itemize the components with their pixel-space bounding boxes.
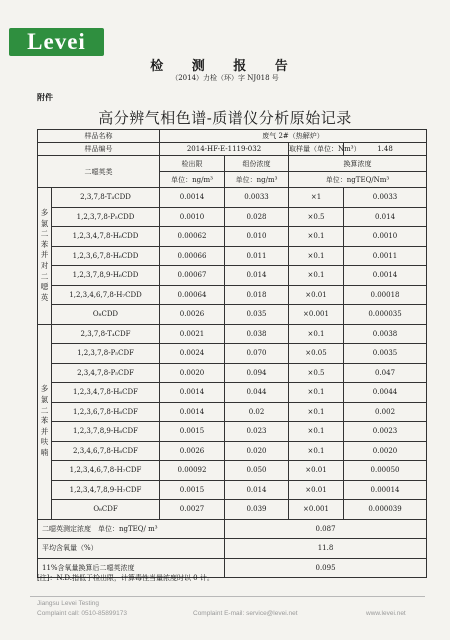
teq-cell: 0.014 bbox=[344, 207, 427, 227]
concentration-cell: 0.014 bbox=[225, 266, 289, 286]
levei-logo: Levei bbox=[9, 28, 104, 56]
concentration-cell: 0.070 bbox=[225, 344, 289, 364]
tef-cell: ×0.01 bbox=[289, 461, 344, 481]
teq-cell: 0.047 bbox=[344, 363, 427, 383]
compound-name: 1,2,3,7,8,9-H₆CDD bbox=[52, 266, 160, 286]
tef-cell: ×0.1 bbox=[289, 266, 344, 286]
detection-limit-cell: 0.0015 bbox=[160, 422, 225, 442]
table-row bbox=[38, 363, 427, 383]
compound-name: 1,2,3,4,7,8-H₆CDF bbox=[52, 383, 160, 403]
tef-cell: ×0.5 bbox=[289, 363, 344, 383]
total-concentration-value: 0.087 bbox=[225, 519, 427, 539]
teq-cell: 0.0033 bbox=[344, 188, 427, 208]
dioxin-header: 二噁英类 bbox=[38, 156, 160, 188]
tef-cell: ×0.1 bbox=[289, 422, 344, 442]
main-title: 高分辨气相色谱-质谱仪分析原始记录 bbox=[98, 109, 352, 127]
teq-cell: 0.00014 bbox=[344, 480, 427, 500]
table-row bbox=[38, 344, 427, 364]
sample-name-row bbox=[38, 130, 427, 143]
table-row bbox=[38, 246, 427, 266]
tef-cell: ×0.01 bbox=[289, 480, 344, 500]
table-row bbox=[38, 441, 427, 461]
footnote: [注]：N.D.指低于检出限，计算毒性当量浓度时以 0 计。 bbox=[37, 574, 214, 582]
tef-cell: ×0.1 bbox=[289, 227, 344, 247]
table-row bbox=[38, 461, 427, 481]
sample-name-value: 废气 2#（热解炉） bbox=[160, 130, 427, 143]
teq-cell: 0.0010 bbox=[344, 227, 427, 247]
sample-id-label: 样品编号 bbox=[38, 143, 160, 156]
detection-limit-cell: 0.00062 bbox=[160, 227, 225, 247]
detection-limit-cell: 0.0024 bbox=[160, 344, 225, 364]
group-label-pcdd: 多氯二苯并对二噁英 bbox=[38, 188, 52, 325]
concentration-cell: 0.020 bbox=[225, 441, 289, 461]
tef-cell: ×0.5 bbox=[289, 207, 344, 227]
concentration-cell: 0.028 bbox=[225, 207, 289, 227]
compound-name: 2,3,4,6,7,8-H₆CDF bbox=[52, 441, 160, 461]
detection-limit-cell: 0.0026 bbox=[160, 305, 225, 325]
teq-cell: 0.0011 bbox=[344, 246, 427, 266]
tef-cell: ×0.1 bbox=[289, 383, 344, 403]
compound-name: 2,3,7,8-T₄CDD bbox=[52, 188, 160, 208]
detection-limit-cell: 0.00066 bbox=[160, 246, 225, 266]
teq-cell: 0.0035 bbox=[344, 344, 427, 364]
compound-name: 1,2,3,6,7,8-H₆CDF bbox=[52, 402, 160, 422]
concentration-cell: 0.018 bbox=[225, 285, 289, 305]
detection-limit-cell: 0.0026 bbox=[160, 441, 225, 461]
table-row bbox=[38, 285, 427, 305]
teq-cell: 0.0038 bbox=[344, 324, 427, 344]
concentration-unit: 单位：ng/m³ bbox=[225, 172, 289, 188]
teq-cell: 0.000035 bbox=[344, 305, 427, 325]
concentration-cell: 0.02 bbox=[225, 402, 289, 422]
column-header-row bbox=[38, 156, 427, 172]
tef-cell: ×0.1 bbox=[289, 324, 344, 344]
concentration-cell: 0.014 bbox=[225, 480, 289, 500]
tef-cell: ×1 bbox=[289, 188, 344, 208]
average-oxygen-value: 11.8 bbox=[225, 539, 427, 559]
tef-cell: ×0.001 bbox=[289, 500, 344, 520]
detection-limit-header: 检出限 bbox=[160, 156, 225, 172]
concentration-cell: 0.050 bbox=[225, 461, 289, 481]
report-title: 检 测 报 告 bbox=[150, 59, 300, 74]
compound-name: O₈CDD bbox=[52, 305, 160, 325]
footer-company: Jiangsu Levei Testing bbox=[37, 600, 100, 607]
total-concentration-label: 二噁英测定浓度 单位：ngTEQ/ m³ bbox=[38, 519, 225, 539]
footer-divider bbox=[30, 596, 425, 597]
tef-cell: ×0.01 bbox=[289, 285, 344, 305]
compound-name: 1,2,3,6,7,8-H₆CDD bbox=[52, 246, 160, 266]
teq-cell: 0.0014 bbox=[344, 266, 427, 286]
compound-name: 1,2,3,7,8,9-H₆CDF bbox=[52, 422, 160, 442]
compound-name: 1,2,3,7,8-P₅CDF bbox=[52, 344, 160, 364]
report-number: （2014）力检（环）字 NJ018 号 bbox=[171, 74, 279, 82]
table-row bbox=[38, 207, 427, 227]
converted-header: 换算浓度 bbox=[289, 156, 427, 172]
concentration-cell: 0.035 bbox=[225, 305, 289, 325]
table-row bbox=[38, 383, 427, 403]
compound-name: 2,3,4,7,8-P₅CDF bbox=[52, 363, 160, 383]
table-row bbox=[38, 422, 427, 442]
detection-limit-cell: 0.0020 bbox=[160, 363, 225, 383]
average-oxygen-row bbox=[38, 539, 427, 559]
table-row bbox=[38, 500, 427, 520]
detection-limit-cell: 0.00064 bbox=[160, 285, 225, 305]
detection-limit-cell: 0.0027 bbox=[160, 500, 225, 520]
concentration-cell: 0.010 bbox=[225, 227, 289, 247]
teq-cell: 0.0020 bbox=[344, 441, 427, 461]
footer-website: www.levei.net bbox=[366, 610, 406, 617]
table-row bbox=[38, 402, 427, 422]
compound-name: 1,2,3,4,6,7,8-H₇CDD bbox=[52, 285, 160, 305]
teq-cell: 0.00050 bbox=[344, 461, 427, 481]
detection-limit-cell: 0.0014 bbox=[160, 383, 225, 403]
table-row bbox=[38, 188, 427, 208]
appendix-label: 附件 bbox=[37, 92, 53, 102]
concentration-cell: 0.011 bbox=[225, 246, 289, 266]
table-row bbox=[38, 480, 427, 500]
detection-limit-cell: 0.00067 bbox=[160, 266, 225, 286]
concentration-cell: 0.0033 bbox=[225, 188, 289, 208]
teq-unit: 单位：ngTEQ/Nm³ bbox=[289, 172, 427, 188]
detection-limit-cell: 0.0010 bbox=[160, 207, 225, 227]
tef-cell: ×0.1 bbox=[289, 402, 344, 422]
compound-name: 1,2,3,7,8-P₅CDD bbox=[52, 207, 160, 227]
teq-cell: 0.0023 bbox=[344, 422, 427, 442]
concentration-cell: 0.023 bbox=[225, 422, 289, 442]
detection-limit-cell: 0.0014 bbox=[160, 188, 225, 208]
detection-limit-cell: 0.0014 bbox=[160, 402, 225, 422]
detection-limit-cell: 0.0021 bbox=[160, 324, 225, 344]
sample-volume-value: 1.48 bbox=[344, 143, 427, 156]
teq-cell: 0.002 bbox=[344, 402, 427, 422]
compound-name: O₈CDF bbox=[52, 500, 160, 520]
detection-limit-cell: 0.0015 bbox=[160, 480, 225, 500]
average-oxygen-label: 平均含氧量（%） bbox=[38, 539, 225, 559]
concentration-cell: 0.039 bbox=[225, 500, 289, 520]
sample-id-value: 2014-HF-E-1119-032 bbox=[160, 143, 289, 156]
teq-cell: 0.00018 bbox=[344, 285, 427, 305]
compound-name: 1,2,3,4,6,7,8-H₇CDF bbox=[52, 461, 160, 481]
oxygen-corrected-label: 11%含氧量换算后二噁英浓度 bbox=[38, 558, 225, 578]
compound-name: 1,2,3,4,7,8-H₆CDD bbox=[52, 227, 160, 247]
teq-cell: 0.0044 bbox=[344, 383, 427, 403]
total-concentration-row bbox=[38, 519, 427, 539]
detection-limit-cell: 0.00092 bbox=[160, 461, 225, 481]
concentration-cell: 0.044 bbox=[225, 383, 289, 403]
tef-cell: ×0.05 bbox=[289, 344, 344, 364]
table-row bbox=[38, 266, 427, 286]
tef-cell: ×0.1 bbox=[289, 246, 344, 266]
tef-cell: ×0.1 bbox=[289, 441, 344, 461]
concentration-cell: 0.094 bbox=[225, 363, 289, 383]
results-table bbox=[37, 129, 427, 578]
footer-phone: Complaint call: 0510-85899173 bbox=[37, 610, 127, 617]
detection-limit-unit: 单位：ng/m³ bbox=[160, 172, 225, 188]
sample-volume-label: 取样量（单位：Nm³） bbox=[289, 143, 344, 156]
concentration-header: 组份浓度 bbox=[225, 156, 289, 172]
table-row bbox=[38, 324, 427, 344]
group-label-pcdf: 多氯二苯并呋喃 bbox=[38, 324, 52, 519]
oxygen-corrected-value: 0.095 bbox=[225, 558, 427, 578]
compound-name: 2,3,7,8-T₄CDF bbox=[52, 324, 160, 344]
sample-name-label: 样品名称 bbox=[38, 130, 160, 143]
table-row bbox=[38, 227, 427, 247]
compound-name: 1,2,3,4,7,8,9-H₇CDF bbox=[52, 480, 160, 500]
concentration-cell: 0.038 bbox=[225, 324, 289, 344]
teq-cell: 0.000039 bbox=[344, 500, 427, 520]
table-row bbox=[38, 305, 427, 325]
sample-id-row bbox=[38, 143, 427, 156]
tef-cell: ×0.001 bbox=[289, 305, 344, 325]
footer-email: Complaint E-mail: service@levei.net bbox=[193, 610, 298, 617]
